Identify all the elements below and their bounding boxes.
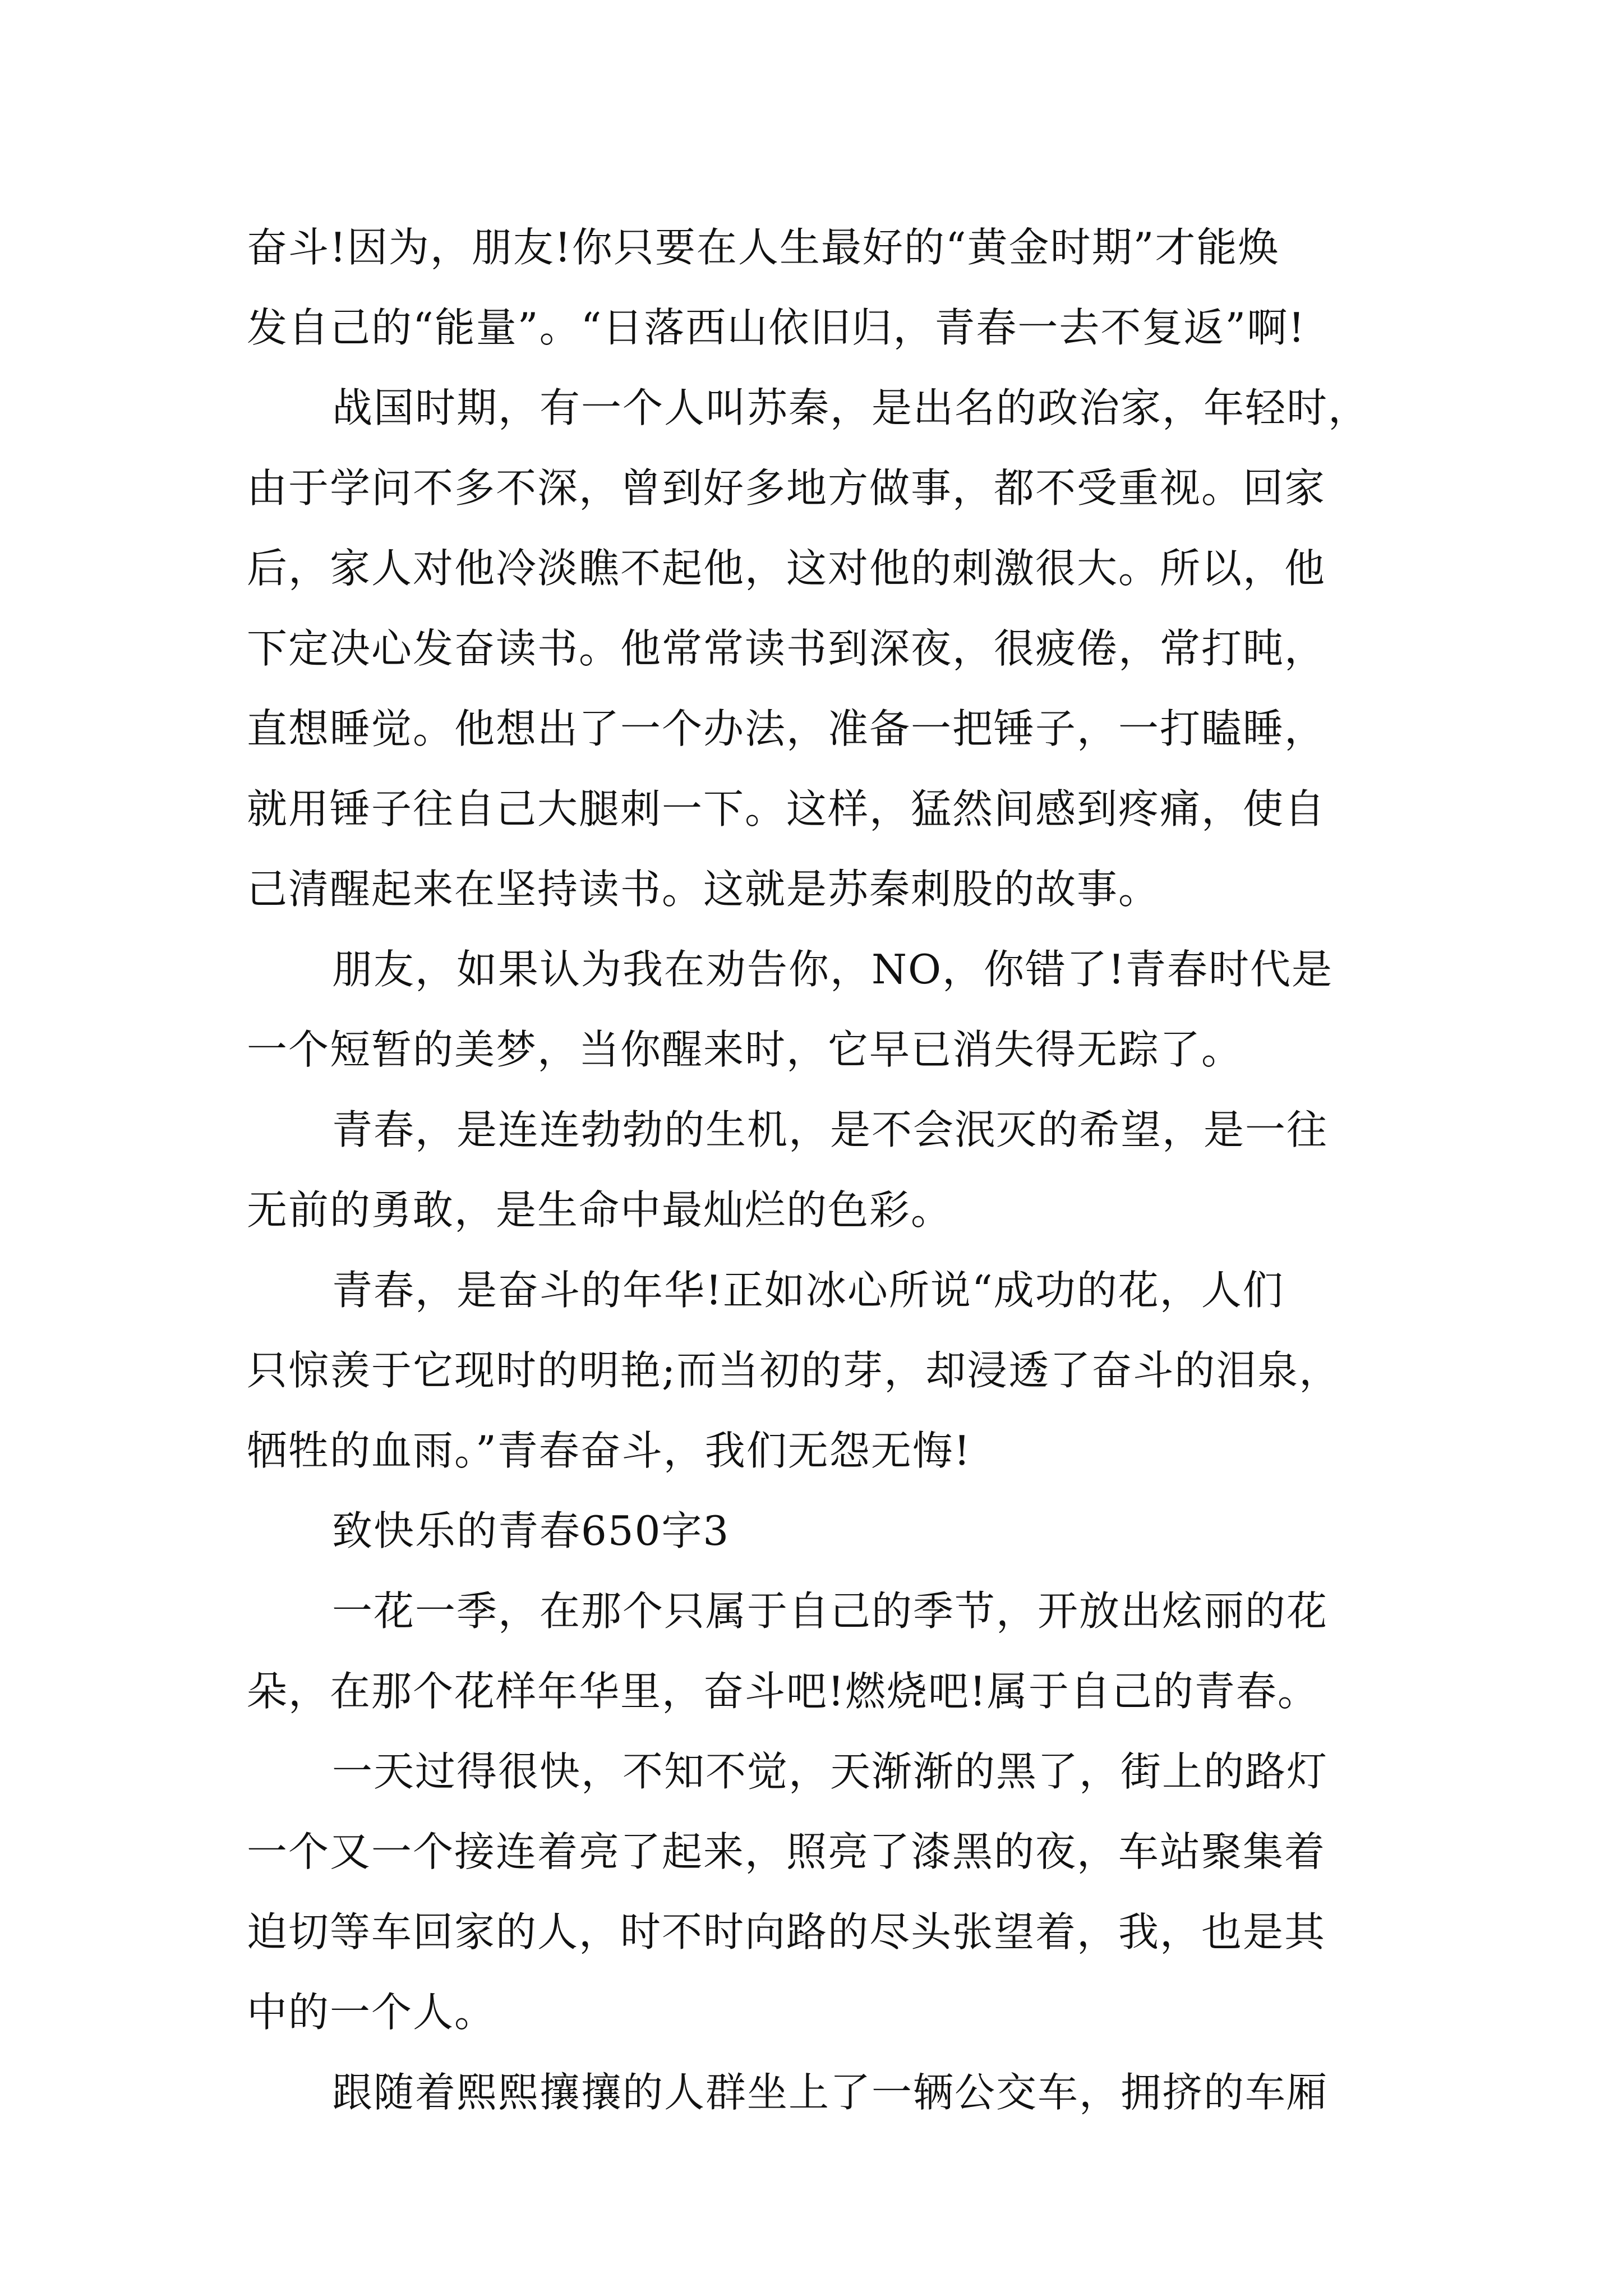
text-line: 就用锤子往自己大腿刺一下。这样，猛然间感到疼痛，使自: [247, 785, 1326, 832]
text-line: 朵，在那个花样年华里，奋斗吧!燃烧吧!属于自己的青春。: [247, 1668, 1319, 1715]
section-heading: 致快乐的青春650字3: [332, 1507, 730, 1554]
text-line: 朋友，如果认为我在劝告你，NO，你错了!青春时代是: [332, 946, 1333, 993]
document-body: [247, 208, 1391, 2133]
text-line: 一花一季，在那个只属于自己的季节，开放出炫丽的花: [332, 1588, 1329, 1635]
text-line: 后，家人对他冷淡瞧不起他，这对他的刺激很大。所以，他: [247, 545, 1326, 592]
text-line: 牺牲的血雨。”青春奋斗，我们无怨无悔!: [247, 1427, 971, 1474]
text-line: 跟随着熙熙攘攘的人群坐上了一辆公交车，拥挤的车厢: [332, 2069, 1329, 2116]
text-line: 由于学问不多不深，曾到好多地方做事，都不受重视。回家: [247, 464, 1326, 512]
text-line: 发自己的“能量”。“日落西山依旧归，青春一去不复返”啊!: [247, 304, 1306, 351]
text-line: 战国时期，有一个人叫苏秦，是出名的政治家，年轻时，: [332, 384, 1370, 431]
text-line: 无前的勇敢，是生命中最灿烂的色彩。: [247, 1186, 953, 1234]
text-line: 一个又一个接连着亮了起来，照亮了漆黑的夜，车站聚集着: [247, 1828, 1326, 1875]
text-line: 只惊羡于它现时的明艳;而当初的芽，却浸透了奋斗的泪泉，: [247, 1347, 1341, 1394]
text-line: 己清醒起来在坚持读书。这就是苏秦刺股的故事。: [247, 866, 1160, 913]
text-line: 一天过得很快，不知不觉，天渐渐的黑了，街上的路灯: [332, 1748, 1329, 1795]
text-line: 一个短暂的美梦，当你醒来时，它早已消失得无踪了。: [247, 1026, 1243, 1073]
text-line: 奋斗!因为，朋友!你只要在人生最好的“黄金时期”才能焕: [247, 224, 1280, 271]
text-line: 中的一个人。: [247, 1989, 496, 2036]
text-line: 青春，是连连勃勃的生机，是不会泯灭的希望，是一往: [332, 1106, 1329, 1153]
text-line: 青春，是奋斗的年华!正如冰心所说“成功的花，人们: [332, 1267, 1284, 1314]
text-line: 下定决心发奋读书。他常常读书到深夜，很疲倦，常打盹，: [247, 625, 1326, 672]
text-line: 迫切等车回家的人，时不时向路的尽头张望着，我，也是其: [247, 1908, 1326, 1955]
text-line: 直想睡觉。他想出了一个办法，准备一把锤子，一打瞌睡，: [247, 705, 1326, 752]
